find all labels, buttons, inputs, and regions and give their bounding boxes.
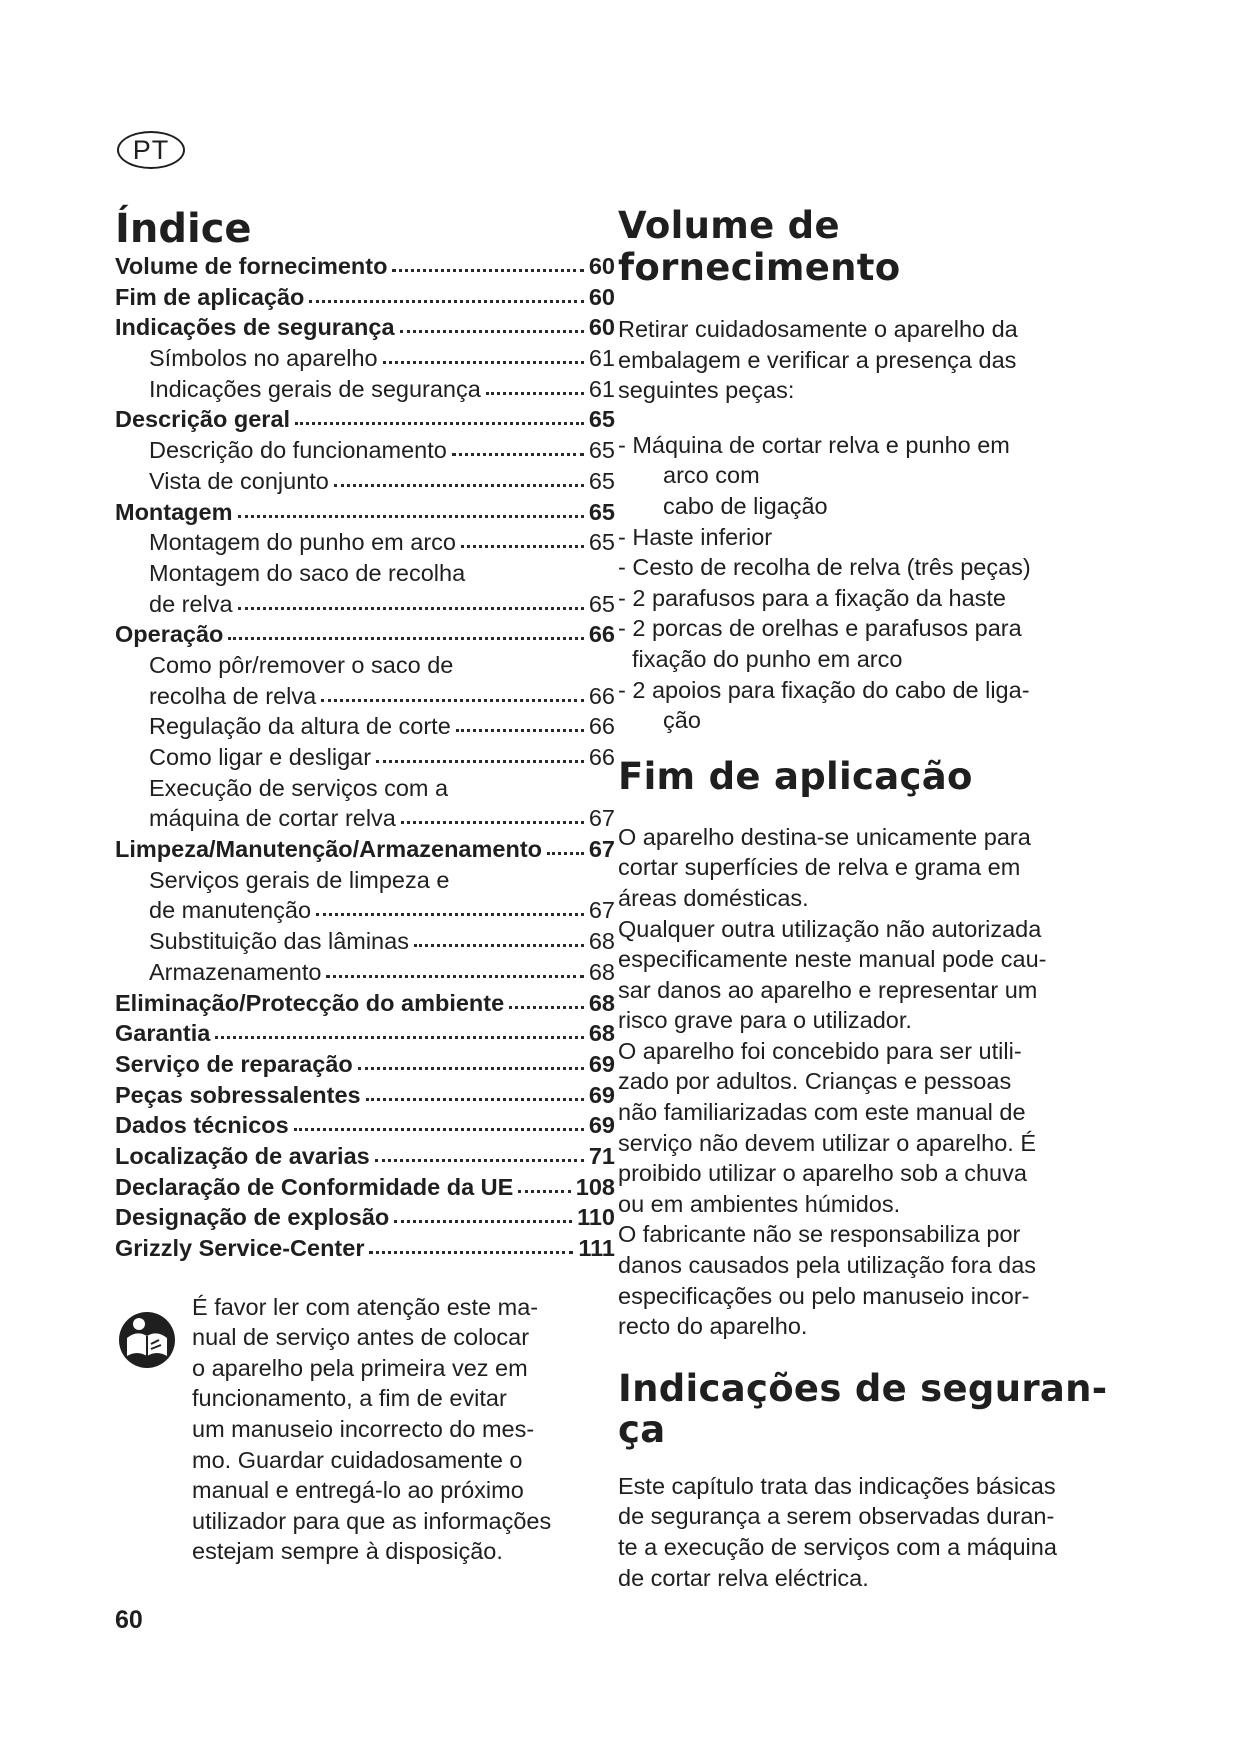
toc-leader-dots xyxy=(518,1170,570,1193)
toc-leader-dots xyxy=(392,249,583,272)
toc-entry xyxy=(115,1080,615,1111)
toc-entry-label: Montagem do saco de recolha xyxy=(149,559,466,586)
toc-entry-label: recolha de relva xyxy=(149,682,317,709)
section-title-safety-line1: Indicações de seguran- xyxy=(618,1366,1108,1410)
toc-entry-page: 67 xyxy=(588,805,615,832)
toc-entry-page: 69 xyxy=(588,1081,615,1108)
toc-leader-dots xyxy=(334,464,584,487)
toc-leader-dots xyxy=(326,955,583,978)
toc-entry-label: de manutenção xyxy=(149,897,312,924)
toc-entry xyxy=(115,282,615,313)
text-line: - 2 porcas de orelhas e parafusos para xyxy=(618,615,1022,642)
text-line: - Cesto de recolha de relva (três peças) xyxy=(618,554,1031,581)
toc-entry-page: 111 xyxy=(578,1235,615,1261)
text-line: especificações ou pelo manuseio incor- xyxy=(618,1282,1030,1309)
toc-entry xyxy=(115,343,615,374)
text-line: um manuseio incorrecto do mes- xyxy=(192,1416,535,1443)
toc-entry-label: Declaração de Conformidade da UE xyxy=(115,1173,514,1200)
text-line: cortar superfícies de relva e grama em xyxy=(618,854,1021,881)
text-line: Este capítulo trata das indicações básicas xyxy=(618,1472,1056,1499)
toc-leader-dots xyxy=(461,525,584,548)
toc-entry xyxy=(115,619,615,650)
toc-entry-page: 68 xyxy=(588,958,615,985)
toc-entry-label: Descrição do funcionamento xyxy=(149,437,447,464)
toc-entry-page: 65 xyxy=(588,529,615,556)
toc-entry-label: Regulação da altura de corte xyxy=(149,713,451,740)
toc-entry xyxy=(115,1018,615,1049)
toc-entry xyxy=(115,711,615,742)
toc-entry-page: 108 xyxy=(575,1173,615,1200)
toc-entry-label: Dados técnicos xyxy=(115,1112,289,1139)
toc-leader-dots xyxy=(400,310,584,333)
toc-leader-dots xyxy=(456,709,584,732)
toc-leader-dots xyxy=(321,679,584,702)
toc-leader-dots xyxy=(309,280,583,303)
toc-leader-dots xyxy=(376,740,584,763)
toc-entry xyxy=(115,1172,615,1203)
toc-entry-label: Montagem do punho em arco xyxy=(149,529,456,556)
toc-entry xyxy=(115,1202,615,1233)
toc-entry xyxy=(115,895,615,926)
toc-entry-label: Vista de conjunto xyxy=(149,467,329,494)
text-line: ção xyxy=(663,707,701,734)
text-line: estejam sempre à disposição. xyxy=(192,1538,503,1565)
text-line: sar danos ao aparelho e representar um xyxy=(618,976,1038,1003)
toc-entry-page: 66 xyxy=(588,621,615,648)
toc-entry-label: Como pôr/remover o saco de xyxy=(149,651,454,678)
text-line: O aparelho destina-se unicamente para xyxy=(618,823,1031,850)
toc-entry-label: Substituição das lâminas xyxy=(149,928,409,955)
right-column xyxy=(618,205,1118,1593)
text-line: não familiarizadas com este manual de xyxy=(618,1099,1026,1126)
toc-entry-label: Descrição geral xyxy=(115,406,291,433)
toc-entry xyxy=(115,926,615,957)
toc-title: Índice xyxy=(115,206,252,252)
toc-entry xyxy=(115,957,615,988)
toc-entry-page: 68 xyxy=(588,928,615,955)
toc-entry-label: Como ligar e desligar xyxy=(149,744,372,770)
toc-leader-dots xyxy=(366,1078,584,1101)
toc-entry-label: Volume de fornecimento xyxy=(115,253,388,279)
toc-entry xyxy=(115,558,615,589)
text-line: - Máquina de cortar relva e punho em xyxy=(618,431,1010,458)
toc-entry-page: 65 xyxy=(588,590,615,617)
text-line: funcionamento, a fim de evitar xyxy=(192,1385,507,1412)
toc-leader-dots xyxy=(238,495,584,518)
text-line: - Haste inferior xyxy=(618,523,773,550)
toc-leader-dots xyxy=(394,1200,572,1223)
toc-entry-label: Operação xyxy=(115,621,224,648)
toc-entry xyxy=(115,435,615,466)
toc-entry xyxy=(115,681,615,712)
text-line: fixação do punho em arco xyxy=(632,645,903,672)
toc-entry-page: 67 xyxy=(588,897,615,924)
text-line: O fabricante não se responsabiliza por xyxy=(618,1221,1021,1248)
toc-leader-dots xyxy=(375,1139,584,1162)
section-title-volume: Volume de fornecimento xyxy=(618,204,901,289)
table-of-contents xyxy=(115,251,615,1264)
toc-entry xyxy=(115,497,615,528)
toc-entry xyxy=(115,527,615,558)
text-line: Retirar cuidadosamente o aparelho da xyxy=(618,316,1018,342)
toc-entry-label: Grizzly Service-Center xyxy=(115,1235,365,1261)
page-number: 60 xyxy=(115,1606,143,1634)
text-line: serviço não devem utilizar o aparelho. É xyxy=(618,1129,1036,1156)
toc-entry-page: 67 xyxy=(588,836,615,863)
toc-leader-dots xyxy=(401,801,584,824)
text-line: danos causados pela utilização fora das xyxy=(618,1252,1037,1279)
volume-intro xyxy=(618,314,1118,406)
toc-leader-dots xyxy=(369,1231,573,1254)
toc-entry-label: Garantia xyxy=(115,1020,211,1047)
text-line: te a execução de serviços com a máquina xyxy=(618,1534,1057,1560)
toc-entry-label: Montagem xyxy=(115,498,233,525)
toc-entry-label: de relva xyxy=(149,590,233,617)
toc-entry-page: 110 xyxy=(577,1204,615,1231)
safety-text xyxy=(618,1471,1118,1593)
toc-entry-page: 65 xyxy=(588,467,615,494)
toc-leader-dots xyxy=(414,924,584,947)
toc-entry-label: Indicações de segurança xyxy=(115,314,395,341)
text-line: áreas domésticas. xyxy=(618,884,809,911)
toc-entry-label: Símbolos no aparelho xyxy=(149,345,378,372)
toc-entry-label: Eliminação/Protecção do ambiente xyxy=(115,989,505,1016)
toc-entry-label: Indicações gerais de segurança xyxy=(149,375,481,402)
toc-entry xyxy=(115,834,615,865)
toc-entry-page: 69 xyxy=(588,1112,615,1139)
toc-entry xyxy=(115,589,615,620)
text-line: Qualquer outra utilização não autorizada xyxy=(618,915,1042,942)
toc-entry-label: Peças sobressalentes xyxy=(115,1081,361,1108)
text-line: - 2 apoios para fixação do cabo de liga- xyxy=(618,676,1030,703)
volume-items-list xyxy=(618,430,1118,736)
text-line: o aparelho pela primeira vez em xyxy=(192,1354,528,1381)
toc-entry-label: Execução de serviços com a xyxy=(149,774,449,801)
left-column xyxy=(115,205,615,1567)
toc-leader-dots xyxy=(295,402,584,425)
toc-entry xyxy=(115,312,615,343)
toc-entry-page: 61 xyxy=(588,345,615,372)
toc-entry-page: 68 xyxy=(588,989,615,1016)
text-line: especificamente neste manual pode cau- xyxy=(618,946,1047,973)
toc-leader-dots xyxy=(486,372,584,395)
language-code: PT xyxy=(132,134,170,165)
text-line: embalagem e verificar a presença das xyxy=(618,346,1017,373)
purpose-text xyxy=(618,822,1118,1342)
section-title-purpose: Fim de aplicação xyxy=(618,754,973,798)
toc-entry xyxy=(115,742,615,773)
section-title-safety xyxy=(618,1368,1118,1450)
toc-leader-dots xyxy=(215,1016,584,1039)
text-line: de cortar relva eléctrica. xyxy=(618,1564,869,1591)
toc-leader-dots xyxy=(228,617,583,640)
toc-leader-dots xyxy=(547,832,584,855)
section-title-safety-line2: ça xyxy=(618,1407,666,1451)
toc-entry xyxy=(115,650,615,681)
toc-entry-page: 60 xyxy=(588,253,615,279)
toc-entry xyxy=(115,404,615,435)
text-line: risco grave para o utilizador. xyxy=(618,1007,912,1034)
text-line: O aparelho foi concebido para ser utili- xyxy=(618,1037,1022,1064)
text-line: zado por adultos. Crianças e pessoas xyxy=(618,1068,1012,1095)
toc-entry-page: 65 xyxy=(588,437,615,464)
toc-entry-label: Serviço de reparação xyxy=(115,1050,353,1077)
text-line: mo. Guardar cuidadosamente o xyxy=(192,1446,523,1473)
toc-entry xyxy=(115,988,615,1019)
toc-entry-label: Fim de aplicação xyxy=(115,283,305,310)
text-line: ou em ambientes húmidos. xyxy=(618,1190,901,1217)
toc-entry-page: 66 xyxy=(588,682,615,709)
toc-leader-dots xyxy=(383,341,584,364)
toc-leader-dots xyxy=(509,986,584,1009)
toc-entry xyxy=(115,865,615,896)
text-line: seguintes peças: xyxy=(618,377,795,404)
toc-entry-page: 66 xyxy=(588,744,615,770)
toc-entry-label: Armazenamento xyxy=(149,958,322,985)
toc-entry xyxy=(115,1141,615,1172)
text-line: nual de serviço antes de colocar xyxy=(192,1324,530,1351)
toc-entry xyxy=(115,466,615,497)
toc-leader-dots xyxy=(294,1108,584,1131)
read-manual-note xyxy=(115,1292,615,1567)
toc-entry-page: 60 xyxy=(588,314,615,341)
toc-entry-label: Localização de avarias xyxy=(115,1142,370,1169)
toc-entry xyxy=(115,1110,615,1141)
text-line: de segurança a serem observadas duran- xyxy=(618,1503,1055,1530)
toc-entry-page: 60 xyxy=(588,283,615,310)
toc-entry xyxy=(115,1233,615,1264)
toc-entry xyxy=(115,251,615,282)
toc-leader-dots xyxy=(238,587,584,610)
toc-entry-label: Limpeza/Manutenção/Armazenamento xyxy=(115,836,543,863)
text-line: É favor ler com atenção este ma- xyxy=(192,1293,539,1320)
read-manual-icon xyxy=(117,1310,177,1370)
language-badge xyxy=(117,131,185,169)
text-line: - 2 parafusos para a fixação da haste xyxy=(618,584,1006,611)
note-text xyxy=(192,1292,615,1567)
toc-entry-page: 65 xyxy=(588,406,615,433)
text-line: cabo de ligação xyxy=(663,492,828,519)
toc-entry-page: 61 xyxy=(588,375,615,402)
text-line: recto do aparelho. xyxy=(618,1313,808,1340)
text-line: utilizador para que as informações xyxy=(192,1507,552,1534)
toc-entry xyxy=(115,803,615,834)
toc-entry-label: Designação de explosão xyxy=(115,1204,390,1231)
toc-leader-dots xyxy=(452,433,584,456)
toc-entry-page: 69 xyxy=(588,1050,615,1077)
toc-entry-label: Serviços gerais de limpeza e xyxy=(149,866,450,893)
toc-entry xyxy=(115,1049,615,1080)
toc-entry xyxy=(115,773,615,804)
toc-entry-page: 66 xyxy=(588,713,615,740)
toc-leader-dots xyxy=(358,1047,584,1070)
toc-entry-label: máquina de cortar relva xyxy=(149,805,396,832)
toc-entry-page: 71 xyxy=(588,1142,615,1169)
toc-entry-page: 65 xyxy=(588,498,615,525)
toc-entry xyxy=(115,374,615,405)
text-line: arco com xyxy=(663,462,760,489)
text-line: manual e entregá-lo ao próximo xyxy=(192,1477,524,1504)
text-line: proibido utilizar o aparelho sob a chuva xyxy=(618,1160,1027,1187)
toc-leader-dots xyxy=(316,893,584,916)
toc-entry-page: 68 xyxy=(588,1020,615,1047)
